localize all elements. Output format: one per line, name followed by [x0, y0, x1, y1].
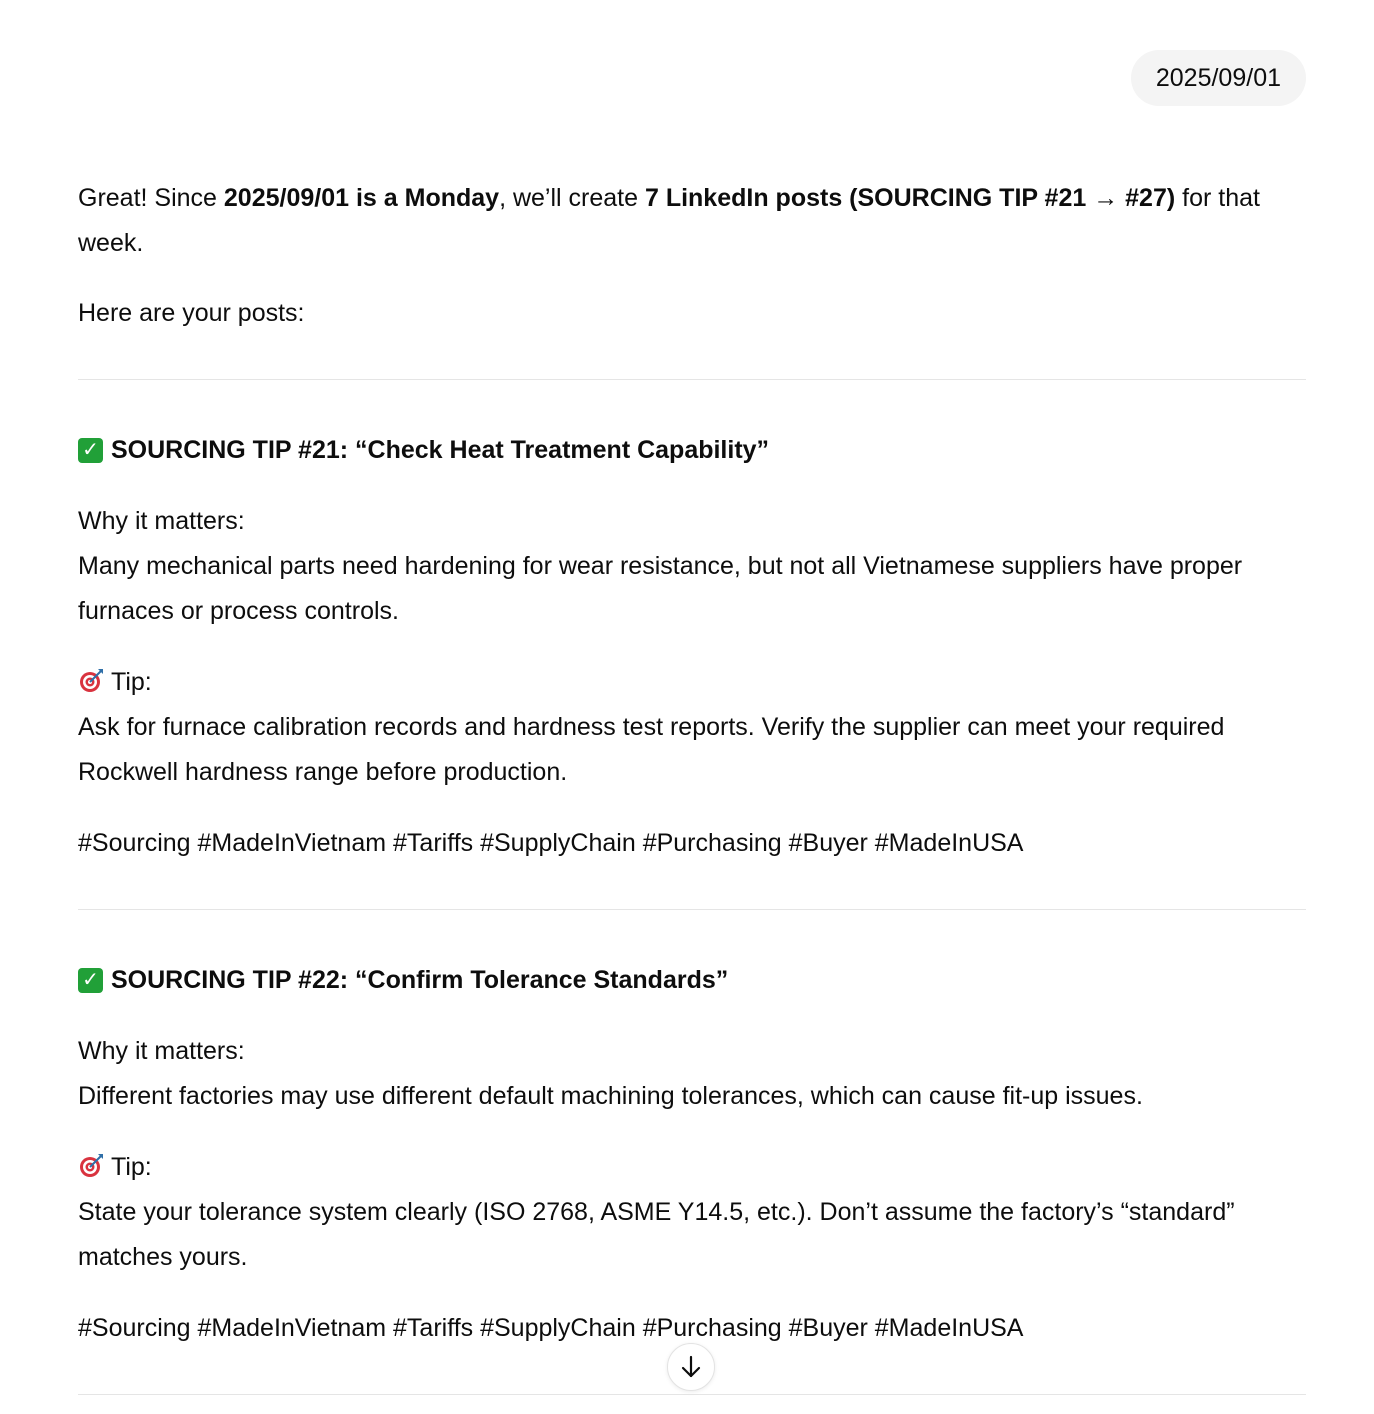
intro-text-3: for that week. — [78, 184, 1260, 257]
intro-bold-date: 2025/09/01 is a Monday — [223, 184, 500, 212]
tip-section-22 — [78, 958, 1306, 1351]
tip-label-line — [78, 660, 1306, 705]
tip-label: Tip: — [111, 1153, 152, 1181]
hashtags: #Sourcing #MadeInVietnam #Tariffs #SupplyChain #Purchasing #Buyer #MadeInUSA — [78, 829, 1024, 857]
tip-label-line — [78, 1145, 1306, 1190]
tip-title: SOURCING TIP #21: “Check Heat Treatment Capability” — [111, 436, 770, 464]
direct-hit-target-icon — [78, 668, 104, 694]
tip-heading — [78, 958, 1306, 1003]
check-mark-button-icon: ✓ — [78, 968, 103, 993]
hashtags: #Sourcing #MadeInVietnam #Tariffs #SupplyChain #Purchasing #Buyer #MadeInUSA — [78, 1314, 1024, 1342]
user-message-text: 2025/09/01 — [1155, 63, 1281, 92]
intro-bold-posts: 7 LinkedIn posts (SOURCING TIP #21 → #27) — [644, 184, 1176, 212]
why-text: Many mechanical parts need hardening for wear resistance, but not all Vietnamese suppliers have proper furnaces or process controls. — [78, 552, 1243, 625]
tip-title: SOURCING TIP #22: “Confirm Tolerance Standards” — [111, 966, 729, 994]
tip-text: State your tolerance system clearly (ISO 2768, ASME Y14.5, etc.). Don’t assume the factory’s “standard” matches yours. — [78, 1198, 1235, 1271]
why-text: Different factories may use different default machining tolerances, which can cause fit-up issues. — [78, 1082, 1143, 1110]
arrow-down-icon — [680, 1355, 702, 1379]
lead-text: Here are your posts: — [78, 299, 305, 327]
why-label: Why it matters: — [78, 1037, 245, 1065]
direct-hit-target-icon — [78, 1153, 104, 1179]
user-message-bubble — [1131, 50, 1306, 106]
why-label: Why it matters: — [78, 507, 245, 535]
intro-text-2: , we’ll create — [499, 184, 645, 212]
divider — [78, 1394, 1306, 1395]
tip-section-21 — [78, 428, 1306, 866]
intro-paragraph — [78, 176, 1306, 266]
tip-heading — [78, 428, 1306, 473]
intro-text-1: Great! Since — [78, 184, 224, 212]
check-mark-button-icon: ✓ — [78, 438, 103, 463]
tip-text: Ask for furnace calibration records and hardness test reports. Verify the supplier can meet your required Rockwell hardness range before production. — [78, 713, 1225, 786]
assistant-response — [78, 176, 1306, 1395]
scroll-to-bottom-button[interactable] — [667, 1343, 715, 1391]
tip-label: Tip: — [111, 668, 152, 696]
